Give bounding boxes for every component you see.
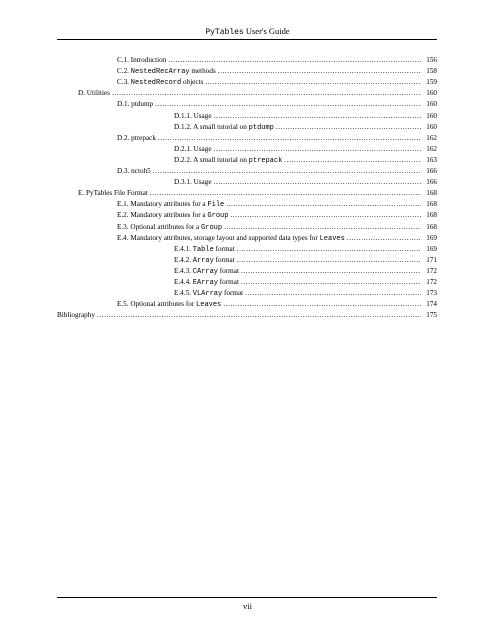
toc-entry[interactable] <box>117 233 437 244</box>
toc-entry-text: E.1. Mandatory attributes for a <box>117 200 208 209</box>
toc-entry-page: 160 <box>426 100 437 109</box>
toc-entry-page: 172 <box>426 278 437 286</box>
toc-entry-text: E.2. Mandatory attributes for a <box>117 211 208 220</box>
toc-entry[interactable] <box>78 188 437 199</box>
toc-entry[interactable] <box>117 55 437 66</box>
toc-entry-page: 169 <box>426 233 437 242</box>
dot-leader <box>237 244 421 255</box>
header-title-mono: PyTables <box>205 28 244 37</box>
dot-leader <box>241 277 421 288</box>
dot-leader <box>168 55 421 66</box>
dot-leader <box>155 99 421 110</box>
toc-entry-text: E.4.3. <box>174 266 193 275</box>
dot-leader <box>223 299 421 310</box>
toc-entry-code: VLArray <box>192 290 223 299</box>
toc-entry-page: 160 <box>426 89 437 98</box>
toc-entry-page: 156 <box>426 56 437 64</box>
page-number: vii <box>243 601 252 611</box>
toc-entry[interactable] <box>117 210 437 221</box>
toc-entry[interactable] <box>78 88 437 99</box>
toc-entry[interactable] <box>117 77 437 88</box>
toc-entry[interactable] <box>174 288 437 299</box>
toc-entry-label <box>117 166 151 178</box>
toc-entry[interactable] <box>174 111 437 122</box>
toc-entry-page: 169 <box>426 244 437 253</box>
toc-entry-code: File <box>207 201 225 210</box>
toc-entry-code: EArray <box>192 279 218 287</box>
dot-leader <box>276 122 421 133</box>
toc-entry[interactable] <box>174 155 437 166</box>
toc-entry-text: Bibliography <box>57 311 95 320</box>
dot-leader <box>97 310 421 321</box>
toc-entry-text: D.3. nctoh5 <box>117 167 151 175</box>
toc-entry[interactable] <box>174 244 437 255</box>
dot-leader <box>112 88 421 99</box>
dot-leader <box>284 155 421 166</box>
toc-entry-page: 168 <box>426 222 437 231</box>
toc-entry-text-suffix: format <box>217 266 239 275</box>
toc-entry-label <box>117 133 156 145</box>
toc-entry-page: 166 <box>426 178 437 187</box>
dot-leader <box>214 111 421 122</box>
toc-entry-page: 168 <box>426 200 437 209</box>
toc-entry-text: D.1.1. Usage <box>174 111 212 120</box>
toc-entry-text: D.3.1. Usage <box>174 178 212 187</box>
toc-entry-page: 168 <box>426 189 437 198</box>
toc-entry-text: C.2. <box>117 67 131 76</box>
toc-entry-text: C.3. <box>117 78 131 87</box>
dot-leader <box>237 255 421 266</box>
toc-entry-text-suffix: format <box>217 278 239 286</box>
toc-entry-page: 166 <box>426 167 437 175</box>
toc-entry[interactable] <box>117 99 437 110</box>
dot-leader <box>158 133 421 144</box>
toc-entry-label <box>57 310 95 322</box>
toc-entry-page: 172 <box>426 266 437 275</box>
toc-entry[interactable] <box>174 144 437 155</box>
toc-entry-text-suffix: format <box>213 244 235 253</box>
toc-entry[interactable] <box>174 122 437 133</box>
toc-entry-page: 174 <box>426 300 437 309</box>
dot-leader <box>347 233 421 244</box>
toc-entry-label <box>117 99 153 111</box>
toc-entry[interactable] <box>117 222 437 233</box>
toc-entry-text: D.2.2. A small tutorial on <box>174 155 249 164</box>
toc-entry-text-suffix: methods <box>189 67 216 76</box>
toc-entry-text: E.4. Mandatory attributes, storage layout and supported data types for <box>117 233 320 242</box>
toc-entry-text: E.4.2. <box>174 255 193 264</box>
toc-entry-code: Array <box>192 256 214 265</box>
toc-entry-text-suffix: format <box>222 289 244 298</box>
toc-entry-label <box>78 88 110 100</box>
toc-entry-code: Leaves <box>319 234 345 243</box>
toc-entry[interactable] <box>57 310 437 321</box>
toc-entry[interactable] <box>174 255 437 266</box>
dot-leader <box>153 166 421 177</box>
toc-entry-text: E. PyTables File Format <box>78 189 148 198</box>
toc-entry-text: C.1. Introduction <box>117 56 167 64</box>
toc-entry-page: 168 <box>426 211 437 220</box>
running-header <box>0 26 495 37</box>
header-title-rest: User's Guide <box>243 26 290 36</box>
toc-entry-page: 171 <box>426 255 437 264</box>
toc-entry[interactable] <box>117 166 437 177</box>
toc-entry-text: D.1. ptdump <box>117 100 154 109</box>
toc-entry-code: NestedRecArray <box>130 68 190 77</box>
toc-entry-page: 173 <box>426 289 437 298</box>
dot-leader <box>214 177 421 188</box>
footer-rule <box>57 597 437 598</box>
toc-entry-code: Table <box>192 245 214 254</box>
toc-entry[interactable] <box>174 277 437 288</box>
dot-leader <box>150 188 421 199</box>
dot-leader <box>230 210 421 221</box>
toc-entry-page: 158 <box>426 67 437 76</box>
toc-entry-text-suffix: objects <box>181 78 204 87</box>
toc-entry-page: 162 <box>426 133 437 142</box>
toc-entry-code: CArray <box>192 267 218 276</box>
toc-entry-text: D.2. ptrepack <box>117 133 156 142</box>
dot-leader <box>218 66 421 77</box>
toc-entry[interactable] <box>174 177 437 188</box>
toc-entry-code: NestedRecord <box>130 79 182 88</box>
toc-entry-page: 163 <box>426 155 437 164</box>
dot-leader <box>241 266 421 277</box>
toc-entry[interactable] <box>174 266 437 277</box>
toc-entry-page: 160 <box>426 122 437 131</box>
dot-leader <box>205 77 421 88</box>
toc-entry-text: D.1.2. A small tutorial on <box>174 122 249 131</box>
dot-leader <box>245 288 421 299</box>
toc-entry[interactable] <box>117 133 437 144</box>
toc-entry-code: ptrepack <box>248 156 283 165</box>
toc-entry-text: D.2.1. Usage <box>174 144 212 153</box>
header-rule <box>57 39 437 40</box>
toc-entry[interactable] <box>117 66 437 77</box>
toc-entry-code: ptdump <box>248 123 274 132</box>
toc-entry-text: E.4.1. <box>174 244 193 253</box>
toc-entry-text: E.5. Optional attributes for <box>117 300 197 309</box>
toc-entry[interactable] <box>117 199 437 210</box>
toc-entry-page: 160 <box>426 111 437 120</box>
dot-leader <box>226 199 421 210</box>
toc-entry-text: E.3. Optional attributes for a <box>117 222 202 231</box>
toc-entry-code: Leaves <box>196 301 222 310</box>
toc-entry-code: Group <box>201 223 223 232</box>
toc-entry-text: E.4.4. <box>174 278 193 286</box>
toc-entry-page: 175 <box>426 311 437 320</box>
toc-entry-text: E.4.5. <box>174 289 193 298</box>
dot-leader <box>224 222 421 233</box>
dot-leader <box>214 144 421 155</box>
toc-entry[interactable] <box>117 299 437 310</box>
toc-entry-code: Group <box>207 212 229 221</box>
toc-entry-text: D. Utilities <box>78 89 110 98</box>
toc-entry-page: 159 <box>426 78 437 87</box>
toc-entry-text-suffix: format <box>213 255 235 264</box>
toc-entry-page: 162 <box>426 144 437 153</box>
